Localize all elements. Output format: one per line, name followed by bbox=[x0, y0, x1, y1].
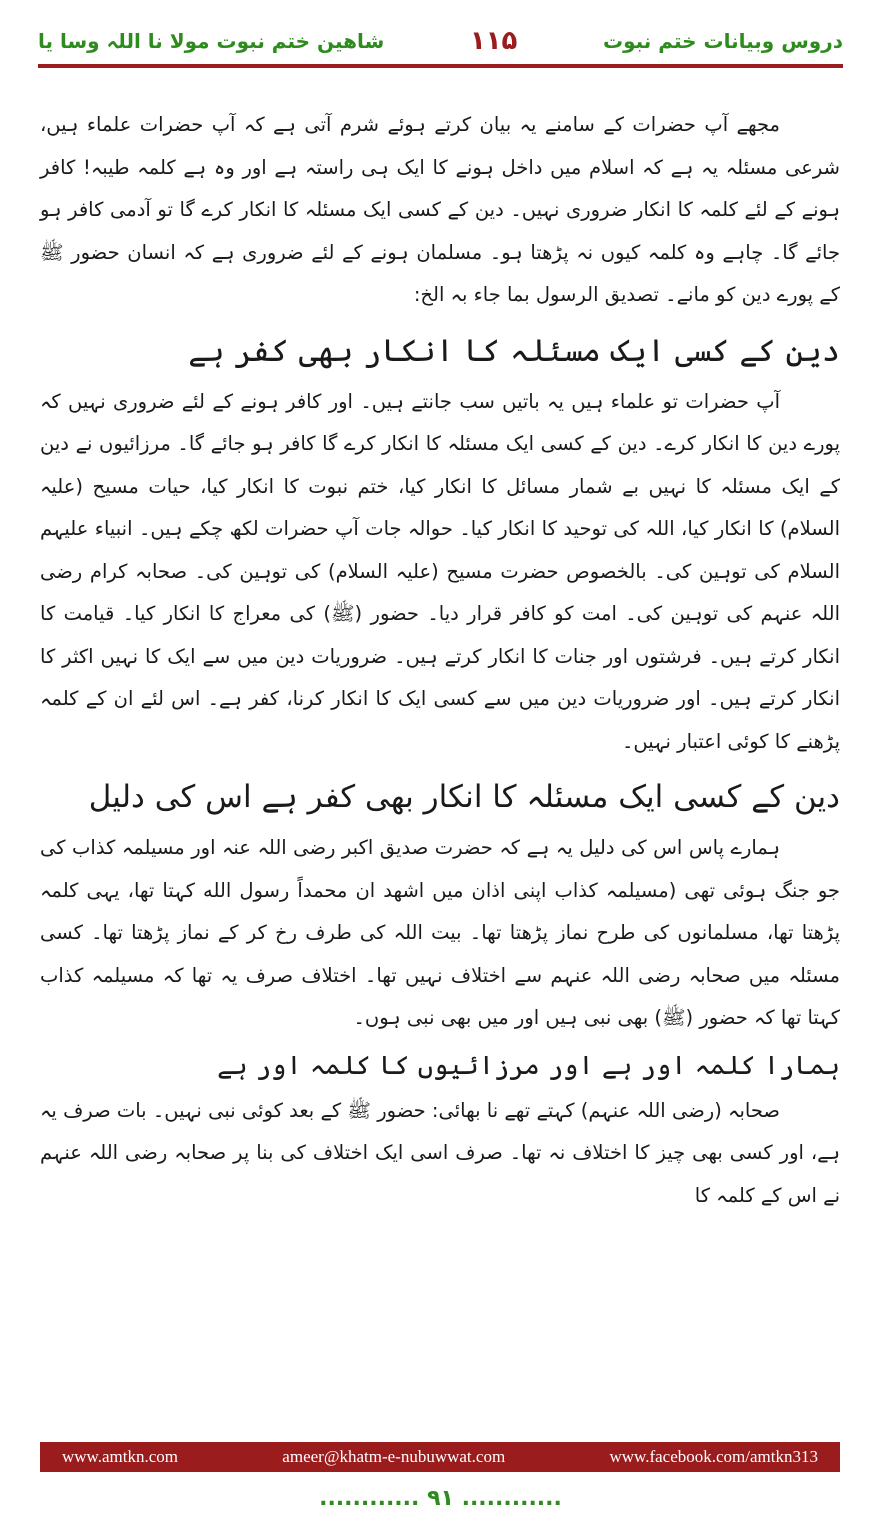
footer-email-link[interactable]: ameer@khatm-e-nubuwwat.com bbox=[282, 1447, 506, 1466]
paragraph-3: ہمارے پاس اس کی دلیل یہ ہے کہ حضرت صدیق اکبر رضی اللہ عنہ اور مسیلمہ کذاب کی جو جنگ ہوئی تھی (مسیلمہ کذاب اپنی اذان میں اشهد ان محمداً رسول الله کہتا تھا، یہی کلمہ پڑھتا تھا، مسلمانوں کی طرح نماز پڑھتا تھا۔ بیت اللہ کی طرف رخ کر کے نماز پڑھتا تھا۔ کسی مسئلہ میں صحابہ رضی اللہ عنہم سے اختلاف نہیں تھا۔ اختلاف صرف یہ تھا کہ مسیلمہ کذاب کہتا تھا کہ حضور (ﷺ) بھی نبی ہیں اور میں بھی نبی ہوں۔ bbox=[40, 836, 840, 1029]
page-number bbox=[0, 1486, 881, 1511]
header-page-number: ۱۱۵ bbox=[469, 26, 518, 56]
footer-bar bbox=[40, 1442, 840, 1472]
page-body bbox=[40, 104, 840, 1217]
footer-facebook-link[interactable]: www.facebook.com/amtkn313 bbox=[609, 1447, 818, 1466]
section-heading-3: ہمارا کلمہ اور ہے اور مرزائیوں کا کلمہ اور ہے bbox=[217, 1050, 840, 1081]
section-heading-2: دین کے کسی ایک مسئلہ کا انکار بھی کفر ہے اس کی دلیل bbox=[88, 779, 840, 815]
paragraph-2: آپ حضرات تو علماء ہیں یہ باتیں سب جانتے ہیں۔ اور کافر ہونے کے لئے ضروری نہیں کہ پورے دین کا انکار کرے۔ دین کے کسی ایک مسئلہ کا انکار کرے گا کافر ہو جائے گا۔ مرزائیوں نے دین کے ایک مسئلہ کا نہیں بے شمار مسائل کا انکار کیا، ختم نبوت کا انکار کیا، حیات مسیح (علیہ السلام) کا انکار کیا، اللہ کی توحید کا انکار کیا۔ حوالہ جات آپ حضرات لکھ چکے ہیں۔ انبیاء علیہم السلام کی توہین کی۔ بالخصوص حضرت مسیح (علیہ السلام) کی توہین کی۔ صحابہ کرام رضی اللہ عنہم کی توہین کی۔ امت کو کافر قرار دیا۔ حضور (ﷺ) کی معراج کا انکار کیا۔ قیامت کا انکار کرتے ہیں۔ فرشتوں اور جنات کا انکار کرتے ہیں۔ ضروریات دین میں سے ایک کا نہیں اکثر کا انکار کرتے ہیں۔ اور ضروریات دین میں سے کسی ایک کا انکار کرنا، کفر ہے۔ اس لئے ان کے کلمہ پڑھنے کا کوئی اعتبار نہیں۔ bbox=[40, 389, 840, 753]
footer-website-link[interactable]: www.amtkn.com bbox=[62, 1447, 178, 1466]
page-header bbox=[38, 26, 843, 56]
header-divider bbox=[38, 64, 843, 68]
page-number-dots-right: ............ bbox=[461, 1486, 562, 1511]
paragraph-1: مجھے آپ حضرات کے سامنے یہ بیان کرتے ہوئے شرم آتی ہے کہ آپ حضرات علماء ہیں، شرعی مسئلہ یہ ہے کہ اسلام میں داخل ہونے کا ایک ہی راستہ ہے اور وہ ہے کلمہ طیبہ! کافر ہونے کے لئے کلمہ کا انکار ضروری نہیں۔ دین کے کسی ایک مسئلہ کا انکار کرے گا تو آدمی کافر ہو جائے گا۔ چاہے وہ کلمہ کیوں نہ پڑھتا ہو۔ مسلمان ہونے کے لئے ضروری ہے کہ انسان حضور ﷺ کے پورے دین کو مانے۔ تصدیق الرسول بما جاء بہ الخ: bbox=[40, 113, 840, 306]
page-number-value: ۹۱ bbox=[427, 1486, 454, 1511]
page-number-dots-left: ............ bbox=[319, 1486, 420, 1511]
book-title: دروس وبیانات ختم نبوت bbox=[603, 29, 843, 53]
section-heading-1: دین کے کسی ایک مسئلہ کا انکار بھی کفر ہے bbox=[188, 332, 840, 369]
paragraph-4: صحابہ (رضی اللہ عنہم) کہتے تھے نا بھائی: حضور ﷺ کے بعد کوئی نبی نہیں۔ بات صرف یہ ہے، اور کسی بھی چیز کا اختلاف نہ تھا۔ صرف اسی ایک اختلاف کی بنا پر صحابہ رضی اللہ عنہم نے اس کے کلمہ کا bbox=[40, 1098, 840, 1207]
author-title: شاهین ختم نبوت مولا نا اللہ وسا یا bbox=[38, 29, 385, 53]
